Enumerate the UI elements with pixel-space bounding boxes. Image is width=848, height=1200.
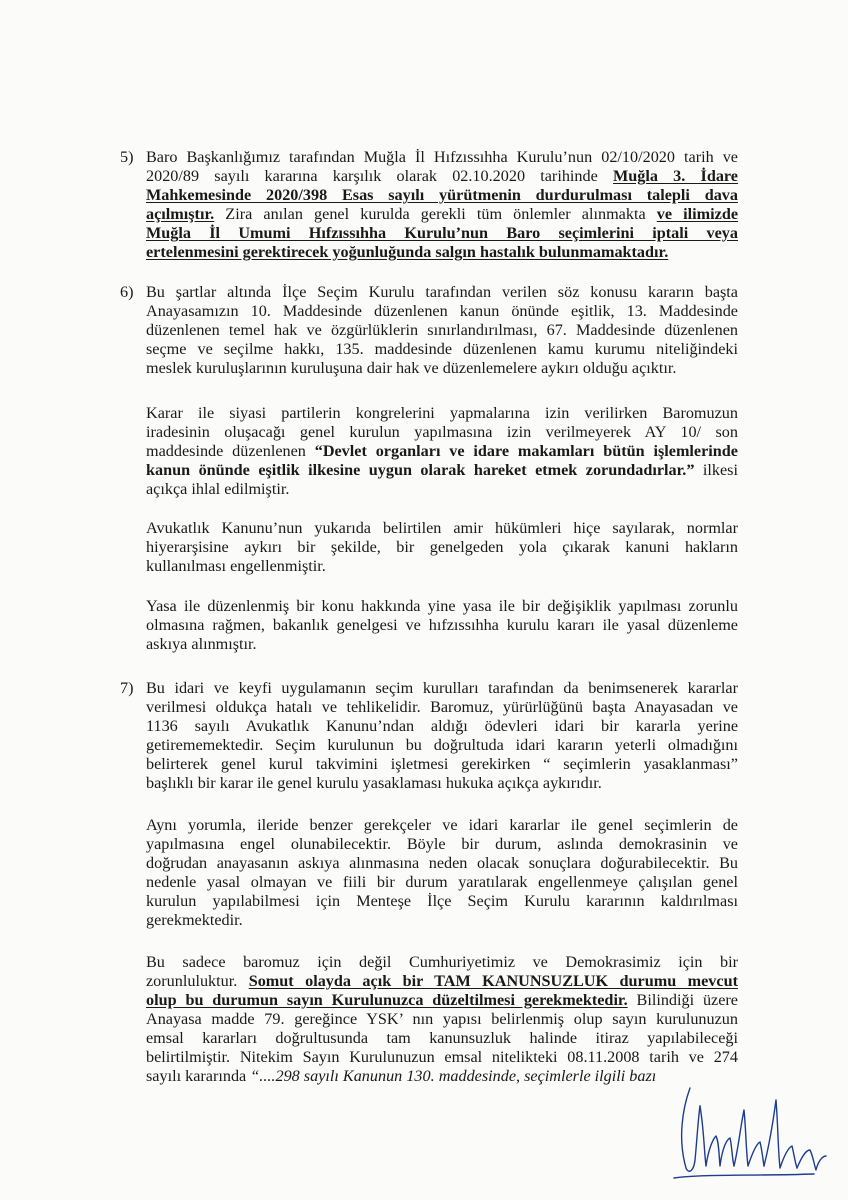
text-line: [146, 148, 738, 167]
text-line: [146, 854, 738, 873]
paragraph: [146, 816, 738, 930]
text-line: [146, 321, 738, 340]
text-line: [146, 717, 738, 736]
text-line: [146, 283, 738, 302]
text-line: [146, 597, 738, 616]
text-run: Aynı yorumla, ileride benzer gerekçeler ve idari kararlar ile genel seçimlerin de: [146, 816, 738, 834]
text-run: nedenle yasal olmayan ve fiili bir durum yaratılarak engellenmeye çalışılan genel: [146, 873, 738, 891]
text-run: Bu şartlar altında İlçe Seçim Kurulu tarafından verilen söz konusu kararın başta: [146, 283, 738, 301]
text-run: olmasına rağmen, bakanlık genelgesi ve hıfzıssıhha kurulu kararı ile yasal düzenleme: [146, 616, 738, 634]
text-run: Zira anılan genel kurulda gerekli tüm önlemler alınmakta: [214, 205, 657, 223]
paragraph: [146, 679, 738, 793]
text-run: Bu sadece baromuz için değil Cumhuriyetimiz ve Demokrasimiz için bir: [146, 953, 738, 971]
text-line: [146, 167, 738, 186]
text-run: doğrudan anayasanın askıya alınmasına neden olacak sonuçlara doğurabilecektir. Bu: [146, 854, 738, 872]
underlined-bold-text: ertelenmesini gerektirecek yoğunluğunda salgın hastalık bulunmamaktadır.: [146, 243, 669, 261]
text-line: [146, 1048, 738, 1067]
text-run: yapılmasına engel olunabilecektir. Böyle bir durum, aslında demokrasinin ve: [146, 835, 738, 853]
paragraph: [146, 953, 738, 1086]
text-run: Anayasa madde 79. gereğince YSK’ nın yapısı belirlenmiş olup sayın kurulunuzun: [146, 1010, 738, 1028]
text-line: [146, 423, 738, 442]
text-line: [146, 186, 738, 205]
text-line: [146, 635, 738, 654]
text-line: [146, 302, 738, 321]
text-run: belirterek genel kurul takvimini işletmesi gerekirken “ seçimlerin yasaklanması”: [146, 755, 738, 773]
text-line: [146, 835, 738, 854]
paragraph: [146, 404, 738, 499]
paragraph: [146, 597, 738, 654]
text-line: [146, 698, 738, 717]
text-run: verilmesi oldukça hatalı ve tehlikelidir. Baromuz, yürürlüğünü başta Anayasadan ve: [146, 698, 738, 716]
text-run: 2020/89 sayılı kararına karşılık olarak 02.10.2020 tarihinde: [146, 167, 613, 185]
item-number: 6): [120, 283, 134, 301]
paragraph: [146, 519, 738, 576]
underlined-bold-text: Muğla İl Umumi Hıfzıssıhha Kurulu’nun Baro seçimlerini iptali veya: [146, 224, 738, 242]
handwritten-signature: [664, 1070, 834, 1180]
text-line: [146, 538, 738, 557]
text-run: Baro Başkanlığımız tarafından Muğla İl Hıfzıssıhha Kurulu’nun 02/10/2020 tarih ve: [146, 148, 738, 166]
text-run: gerekmektedir.: [146, 911, 243, 929]
text-line: [146, 1067, 738, 1086]
text-run: iradesinin oluşacağı genel kurulun yapılmasına izin verilmeyerek AY 10/ son: [146, 423, 738, 441]
italic-text: “....298 sayılı Kanunun 130. maddesinde, seçimlerle ilgili bazı: [250, 1067, 657, 1085]
text-run: düzenlenen temel hak ve özgürlüklerin sınırlandırılması, 67. Maddesinde düzenlenen: [146, 321, 738, 339]
text-run: Bilindiği üzere: [627, 991, 738, 1009]
underlined-bold-text: Mahkemesinde 2020/398 Esas sayılı yürütmenin durdurulması talepli dava: [146, 186, 738, 204]
text-run: Karar ile siyasi partilerin kongrelerini yapmalarına izin verilirken Baromuzun: [146, 404, 738, 422]
underlined-bold-text: olup bu durumun sayın Kurulunuzca düzeltilmesi gerekmektedir.: [146, 991, 628, 1009]
text-line: [146, 616, 738, 635]
text-run: emsal kararları doğrultusunda tam kanunsuzluk halinde itiraz yapılabileceği: [146, 1029, 738, 1047]
text-line: [146, 557, 738, 576]
text-line: [146, 205, 738, 224]
item-number: 7): [120, 679, 134, 697]
text-run: getirememektedir. Seçim kurulunun bu doğrultuda idari kararın yeterli olmadığını: [146, 736, 738, 754]
text-line: [146, 243, 738, 262]
text-run: maddesinde düzenlenen: [146, 442, 315, 460]
text-run: sayılı kararında: [146, 1067, 251, 1085]
text-line: [146, 519, 738, 538]
text-run: seçme ve seçilme hakkı, 135. maddesinde düzenlenen kamu kurumu niteliğindeki: [146, 340, 738, 358]
text-line: [146, 1010, 738, 1029]
paragraph: [146, 148, 738, 262]
text-run: ilkesi: [694, 461, 738, 479]
text-line: [146, 404, 738, 423]
underlined-bold-text: Muğla 3. İdare: [613, 167, 738, 185]
text-line: [146, 755, 738, 774]
text-line: [146, 442, 738, 461]
text-run: Anayasamızın 10. Maddesinde düzenlenen kanun önünde eşitlik, 13. Maddesinde: [146, 302, 738, 320]
text-line: [146, 359, 738, 378]
text-line: [146, 480, 738, 499]
text-line: [146, 679, 738, 698]
text-line: [146, 736, 738, 755]
text-run: hiyerarşisine aykırı bir şekilde, bir genelgeden yola çıkarak kanuni hakların: [146, 538, 738, 556]
text-line: [146, 461, 738, 480]
bold-text: “Devlet organları ve idare makamları bütün işlemlerinde: [314, 442, 738, 460]
text-run: meslek kuruluşlarının kuruluşuna dair hak ve düzenlemelere aykırı olduğu açıktır.: [146, 359, 677, 377]
text-line: [146, 991, 738, 1010]
underlined-bold-text: açılmıştır.: [146, 205, 215, 223]
text-line: [146, 873, 738, 892]
item-number: 5): [120, 148, 134, 166]
bold-text: kanun önünde eşitlik ilkesine uygun olarak hareket etmek zorundadırlar.”: [146, 461, 695, 479]
text-line: [146, 1029, 738, 1048]
text-line: [146, 816, 738, 835]
text-run: 1136 sayılı Avukatlık Kanunu’ndan aldığı ödevleri idari bir kararla yerine: [146, 717, 738, 735]
text-line: [146, 972, 738, 991]
text-run: kullanılması engellenmiştir.: [146, 557, 326, 575]
underlined-bold-text: Somut olayda açık bir TAM KANUNSUZLUK durumu mevcut: [248, 972, 738, 990]
text-run: Bu idari ve keyfi uygulamanın seçim kurulları tarafından da benimsenerek kararlar: [146, 679, 738, 697]
paragraph: [146, 283, 738, 378]
text-run: Avukatlık Kanunu’nun yukarıda belirtilen amir hükümleri hiçe sayılarak, normlar: [146, 519, 738, 537]
text-run: açıkça ihlal edilmiştir.: [146, 480, 290, 498]
text-run: askıya alınmıştır.: [146, 635, 257, 653]
text-line: [146, 774, 738, 793]
text-line: [146, 953, 738, 972]
text-line: [146, 340, 738, 359]
text-run: zorunluluktur.: [146, 972, 249, 990]
text-line: [146, 224, 738, 243]
text-run: belirtilmiştir. Nitekim Sayın Kurulunuzun emsal nitelikteki 08.11.2008 tarih ve 274: [146, 1048, 738, 1066]
text-line: [146, 892, 738, 911]
text-run: başlıklı bir karar ile genel kurulu yasaklaması hukuka açıkça aykırıdır.: [146, 774, 602, 792]
text-run: Yasa ile düzenlenmiş bir konu hakkında yine yasa ile bir değişiklik yapılması zorunlu: [146, 597, 738, 615]
text-line: [146, 911, 738, 930]
text-run: kurulun yapılabilmesi için Menteşe İlçe Seçim Kurulu kararının kaldırılması: [146, 892, 738, 910]
underlined-bold-text: ve ilimizde: [656, 205, 739, 223]
